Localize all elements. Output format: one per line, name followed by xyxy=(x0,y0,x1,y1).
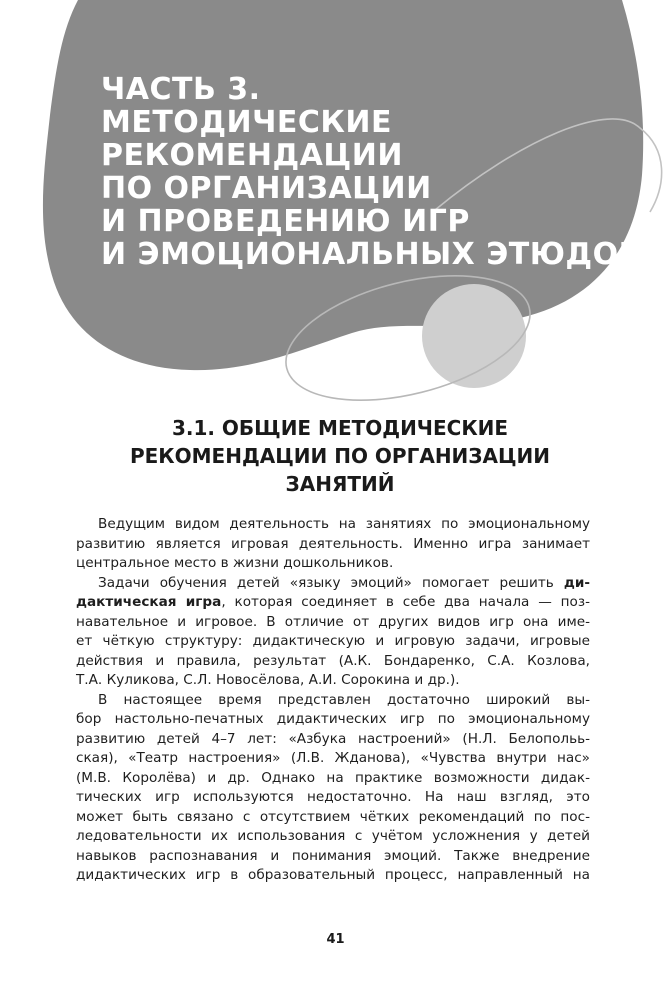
text-line: ская), «Театр настроения» (Л.В. Жданова), «Чувства внутри нас» xyxy=(76,750,590,766)
light-circle-shape xyxy=(422,284,526,388)
text-line: ледовательности их использования с учётом усложнения у детей xyxy=(76,828,590,844)
text-line: действия и правила, результат (А.К. Бондаренко, С.А. Козлова, xyxy=(76,652,590,669)
text-line: центральное место в жизни дошкольников. xyxy=(76,555,394,571)
text-line: развитию детей 4–7 лет: «Азбука настроений» (Н.Л. Белопольь- xyxy=(76,730,590,747)
text-line: Т.А. Куликова, С.Л. Новосёлова, А.И. Сорокина и др.). xyxy=(76,672,460,688)
part-heading-line: ЧАСТЬ 3. xyxy=(101,72,261,107)
section-heading-line: 3.1. ОБЩИЕ МЕТОДИЧЕСКИЕ xyxy=(171,416,509,440)
text-line: Ведущим видом деятельность на занятиях по эмоциональному xyxy=(98,516,590,532)
part-heading-line: МЕТОДИЧЕСКИЕ xyxy=(101,105,393,140)
text-line: ет чёткую структуру: дидактическую и игровую задачи, игровые xyxy=(76,633,590,649)
bold-term: ди- xyxy=(563,574,590,591)
section-heading-line: ЗАНЯТИЙ xyxy=(285,472,395,496)
text-line: (М.В. Королёва) и др. Однако на практике возможности дидак- xyxy=(76,769,590,786)
part-heading-line: ПО ОРГАНИЗАЦИИ xyxy=(101,171,432,206)
text-line: развитию является игровая деятельность. Именно игра занимает xyxy=(76,535,590,552)
text-line: навательное и игровое. В отличие от других видов игр она име- xyxy=(76,613,590,630)
text-line xyxy=(76,593,590,613)
text-line: В настоящее время представлен достаточно широкий вы- xyxy=(98,691,590,708)
text-line xyxy=(76,574,590,594)
text-line: навыков распознавания и понимания эмоций. Также внедрение xyxy=(76,847,590,864)
body-text xyxy=(76,515,590,886)
section-heading-line: РЕКОМЕНДАЦИИ ПО ОРГАНИЗАЦИИ xyxy=(129,444,551,468)
page-number: 41 xyxy=(326,932,345,947)
part-heading-line: И ПРОВЕДЕНИЮ ИГР xyxy=(101,204,470,239)
text-line: бор настольно-печатных дидактических игр по эмоциональному xyxy=(76,711,590,727)
paragraph-3 xyxy=(76,691,590,886)
text-line: дидактических игр в образовательный процесс, направленный на xyxy=(76,867,590,883)
paragraph-2 xyxy=(76,574,590,691)
part-heading xyxy=(101,72,643,272)
section-heading xyxy=(90,414,590,498)
paragraph-1 xyxy=(76,515,590,574)
part-heading-line: И ЭМОЦИОНАЛЬНЫХ ЭТЮДОВ xyxy=(101,237,643,272)
text-run: Задачи обучения детей «языку эмоций» помогает решить xyxy=(98,574,554,591)
part-heading-line: РЕКОМЕНДАЦИИ xyxy=(101,138,403,173)
text-line: тических игр используются недостаточно. На наш взгляд, это xyxy=(76,789,590,805)
text-line: может быть связано с отсутствием чётких рекомендаций по пос- xyxy=(76,808,590,825)
bold-term: дактическая игра xyxy=(76,594,222,610)
text-run: , которая соединяет в себе два начала — поз- xyxy=(221,594,590,610)
